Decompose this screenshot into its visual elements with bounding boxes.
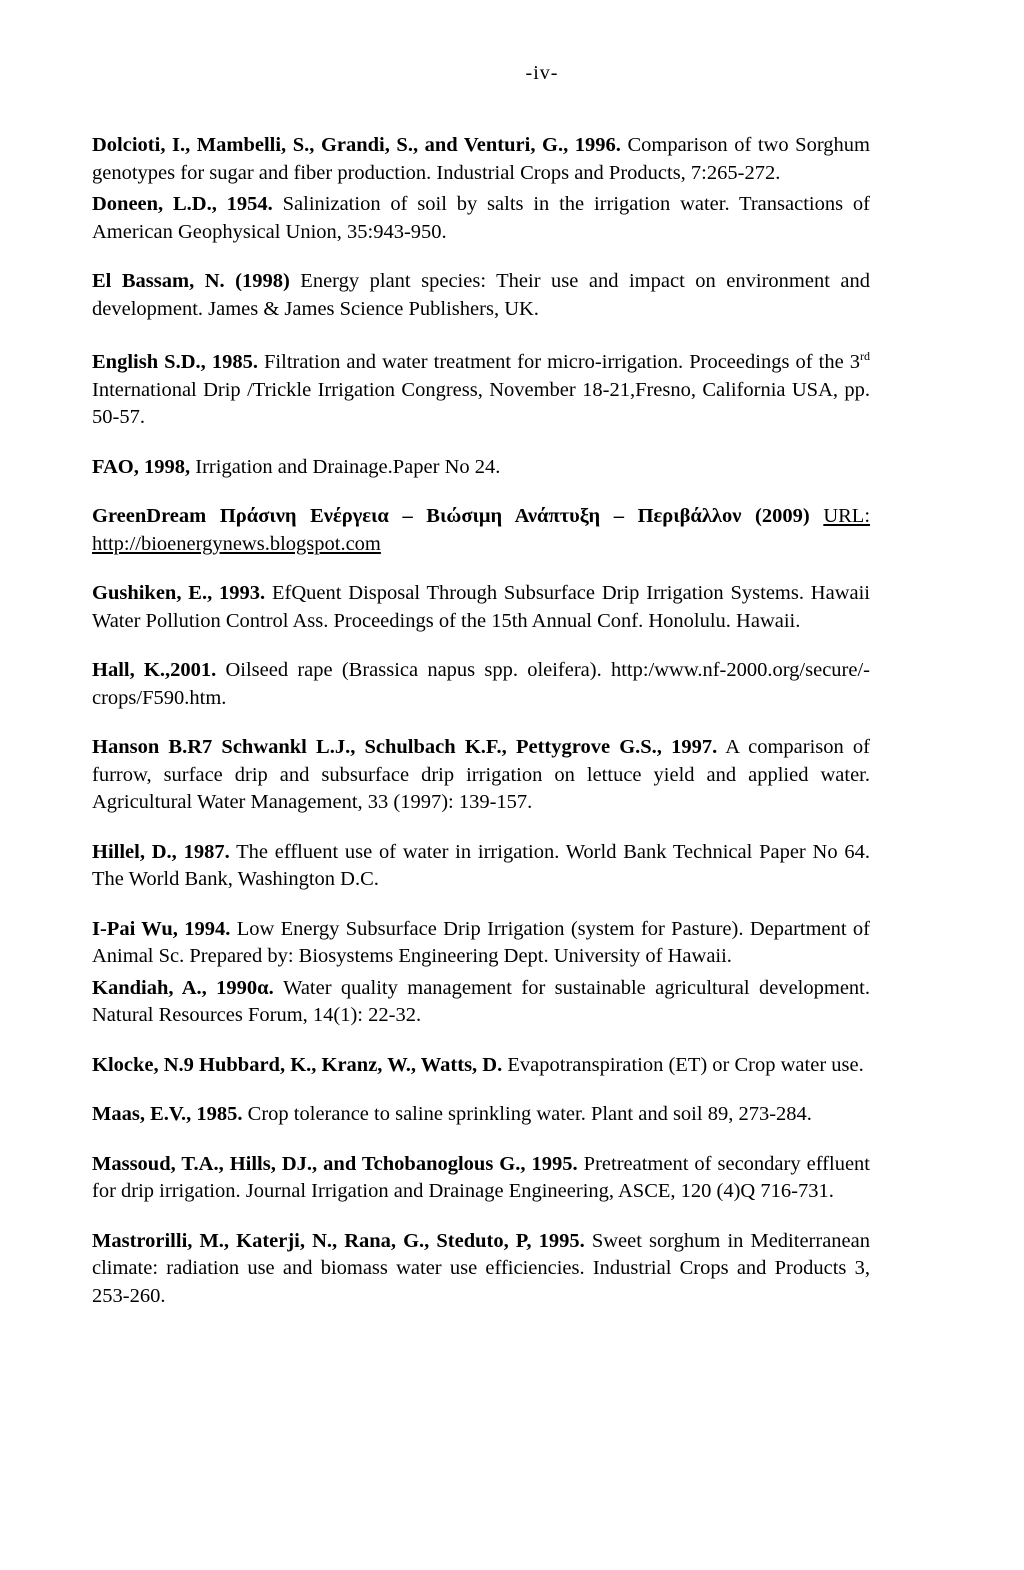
reference-entry xyxy=(92,657,870,712)
reference-entry xyxy=(92,975,870,1030)
reference-link[interactable]: http://bioenergynews.blogspot.com xyxy=(92,532,381,555)
reference-superscript: rd xyxy=(860,349,871,363)
reference-text: Energy plant species: Their use and impact on environment and development. James & James Science Publishers, UK. xyxy=(92,270,870,320)
reference-entry xyxy=(92,268,870,323)
reference-text: Irrigation and Drainage.Paper No 24. xyxy=(190,455,501,478)
reference-entry xyxy=(92,916,870,971)
reference-entry xyxy=(92,132,870,187)
reference-authors: Massoud, T.A., Hills, DJ., and Tchobanoglous G., 1995. xyxy=(92,1152,578,1175)
reference-text: Filtration and water treatment for micro-irrigation. Proceedings of the 3 xyxy=(257,351,861,373)
reference-text: Oilseed rape (Brassica napus spp. oleifera). http:/www.nf-2000.org/secure/-crops/F590.htm. xyxy=(92,659,870,709)
reference-entry xyxy=(92,454,870,482)
reference-entry xyxy=(92,503,870,558)
reference-entry xyxy=(92,580,870,635)
reference-text: A comparison of furrow, surface drip and subsurface drip irrigation on lettuce yield and applied water. Agricultural Water Management, 33 (1997): 139-157. xyxy=(92,736,870,813)
reference-authors: El Bassam, N. (1998) xyxy=(92,270,290,292)
reference-text: Pretreatment of secondary effluent for drip irrigation. Journal Irrigation and Drainage Engineering, ASCE, 120 (4)Q 716-731. xyxy=(92,1152,870,1202)
reference-text: Sweet sorghum in Mediterranean climate: radiation use and biomass water use efficiencies. Industrial Crops and Products 3, 253-260. xyxy=(92,1229,870,1307)
reference-entry xyxy=(92,1228,870,1311)
reference-authors: Hall, K.,2001. xyxy=(92,659,217,681)
reference-authors: Dolcioti, I., Mambelli, S., Grandi, S., and Venturi, G., 1996. xyxy=(92,134,621,156)
url-label: URL: xyxy=(823,505,871,527)
reference-entry xyxy=(92,734,870,817)
reference-list xyxy=(92,132,870,1310)
reference-authors: Kandiah, A., 1990α. xyxy=(92,976,274,999)
reference-authors: Maas, E.V., 1985. xyxy=(92,1103,243,1125)
reference-entry xyxy=(92,839,870,894)
reference-text: The effluent use of water in irrigation. World Bank Technical Paper No 64. The World Bank, Washington D.C. xyxy=(92,840,870,890)
reference-text: Low Energy Subsurface Drip Irrigation (system for Pasture). Department of Animal Sc. Prepared by: Biosystems Engineering Dept. University of Hawaii. xyxy=(92,917,870,967)
reference-authors: Hanson B.R7 Schwankl L.J., Schulbach K.F., Pettygrove G.S., 1997. xyxy=(92,736,718,758)
reference-text: Crop tolerance to saline sprinkling water. Plant and soil 89, 273-284. xyxy=(242,1103,812,1125)
reference-entry xyxy=(92,191,870,246)
reference-authors: Gushiken, E., 1993. xyxy=(92,582,266,604)
reference-authors: I-Pai Wu, 1994. xyxy=(92,917,231,940)
reference-authors: FAO, 1998, xyxy=(92,455,191,478)
reference-authors: Hillel, D., 1987. xyxy=(92,840,230,863)
reference-entry xyxy=(92,1052,870,1080)
reference-authors: GreenDream Πράσινη Ενέργεια – Βιώσιμη Ανάπτυξη – Περιβάλλον (2009) xyxy=(92,505,810,527)
reference-entry xyxy=(92,349,870,432)
reference-entry xyxy=(92,1101,870,1129)
reference-text: Comparison of two Sorghum genotypes for sugar and fiber production. Industrial Crops and Products, 7:265-272. xyxy=(92,134,870,184)
reference-text: International Drip /Trickle Irrigation Congress, November 18-21,Fresno, California USA, pp. 50-57. xyxy=(92,378,870,428)
reference-text: Water quality management for sustainable agricultural development. Natural Resources Forum, 14(1): 22-32. xyxy=(92,976,870,1026)
reference-text: Salinization of soil by salts in the irrigation water. Transactions of American Geophysical Union, 35:943-950. xyxy=(92,193,870,243)
reference-text: EfQuent Disposal Through Subsurface Drip Irrigation Systems. Hawaii Water Pollution Control Ass. Proceedings of the 15th Annual Conf. Honolulu. Hawaii. xyxy=(92,582,871,632)
reference-authors: English S.D., 1985. xyxy=(92,351,258,373)
reference-authors: Doneen, L.D., 1954. xyxy=(92,193,273,215)
reference-authors: Mastrorilli, M., Katerji, N., Rana, G., Steduto, P, 1995. xyxy=(92,1229,585,1252)
reference-text: Evapotranspiration (ET) or Crop water use. xyxy=(502,1053,864,1076)
reference-authors: Klocke, N.9 Hubbard, K., Kranz, W., Watts, D. xyxy=(92,1053,503,1076)
reference-entry xyxy=(92,1151,870,1206)
page-number: -iv- xyxy=(525,62,559,84)
